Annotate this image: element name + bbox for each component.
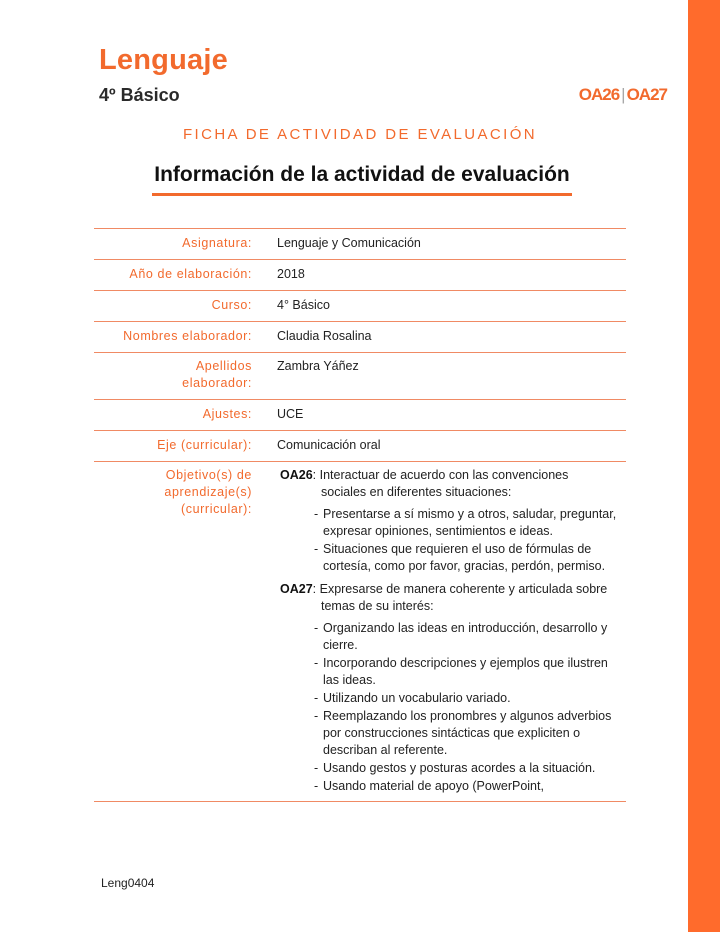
info-label: Año de elaboración: — [129, 267, 252, 281]
objective-code: OA27 — [280, 582, 313, 596]
info-value: Claudia Rosalina — [277, 329, 372, 343]
objective-bullet: - Organizando las ideas en introducción, desarrollo y cierre. — [314, 620, 626, 654]
info-row-eje — [94, 431, 626, 462]
objective-bullet: - Situaciones que requieren el uso de fórmulas de cortesía, como por favor, gracias, perdón, permiso. — [314, 541, 626, 575]
info-label: Nombres elaborador: — [123, 329, 252, 343]
objective-code: OA26 — [280, 468, 313, 482]
info-row-nombres — [94, 322, 626, 353]
info-value: 4° Básico — [277, 298, 330, 312]
info-label: Asignatura: — [182, 236, 252, 250]
section-title-underline — [152, 193, 572, 196]
objective-bullet: - Incorporando descripciones y ejemplos que ilustren las ideas. — [314, 655, 626, 689]
oa-code-2: OA27 — [626, 85, 667, 104]
oa-code-1: OA26 — [578, 85, 620, 104]
info-label: Ajustes: — [202, 407, 252, 421]
objective-bullet: - Presentarse a sí mismo y a otros, saludar, preguntar, expresar opiniones, sentimientos e ideas. — [314, 506, 626, 540]
info-row-curso — [94, 291, 626, 322]
info-label: Apellidos elaborador: — [182, 359, 252, 390]
info-row-ajustes — [94, 400, 626, 431]
info-label: Objetivo(s) de aprendizaje(s) (curricular): — [164, 468, 252, 516]
sheet-type-heading: FICHA DE ACTIVIDAD DE EVALUACIÓN — [182, 126, 538, 143]
objective-text-cont: sociales en diferentes situaciones: — [321, 485, 512, 499]
info-row-apellidos — [94, 353, 626, 400]
info-table — [94, 228, 626, 802]
objective-text-cont: temas de su interés: — [321, 599, 434, 613]
objective-text: : Expresarse de manera coherente y articulada sobre — [312, 582, 608, 596]
info-value: 2018 — [277, 267, 305, 281]
objective-bullet: - Utilizando un vocabulario variado. — [314, 690, 626, 707]
objective-bullet: - Usando gestos y posturas acordes a la situación. — [314, 760, 626, 777]
oa-codes — [579, 85, 667, 105]
document-code: Leng0404 — [101, 876, 155, 890]
info-row-objetivos — [94, 462, 626, 802]
objective-bullet: - Reemplazando los pronombres y algunos adverbios por construcciones sintácticas que expliciten o describan al referente. — [314, 708, 626, 759]
grade-title: 4º Básico — [99, 85, 180, 105]
info-row-year — [94, 260, 626, 291]
info-row-asignatura — [94, 229, 626, 260]
info-value: Zambra Yáñez — [277, 359, 359, 373]
objectives-content — [252, 462, 626, 801]
info-label: Eje (curricular): — [157, 438, 252, 452]
objective-oa26 — [280, 467, 626, 575]
objective-bullets — [280, 620, 626, 795]
section-title: Información de la actividad de evaluación — [154, 163, 570, 186]
objective-text: : Interactuar de acuerdo con las convenciones — [312, 468, 569, 482]
subject-title: Lenguaje — [99, 44, 228, 76]
info-value: Comunicación oral — [277, 438, 381, 452]
objective-oa27 — [280, 581, 626, 795]
objective-bullets — [280, 506, 626, 575]
info-value: UCE — [277, 407, 304, 421]
info-value: Lenguaje y Comunicación — [277, 236, 421, 250]
oa-separator: | — [621, 85, 625, 104]
objective-bullet: - Usando material de apoyo (PowerPoint, — [314, 778, 626, 795]
info-label: Curso: — [211, 298, 252, 312]
